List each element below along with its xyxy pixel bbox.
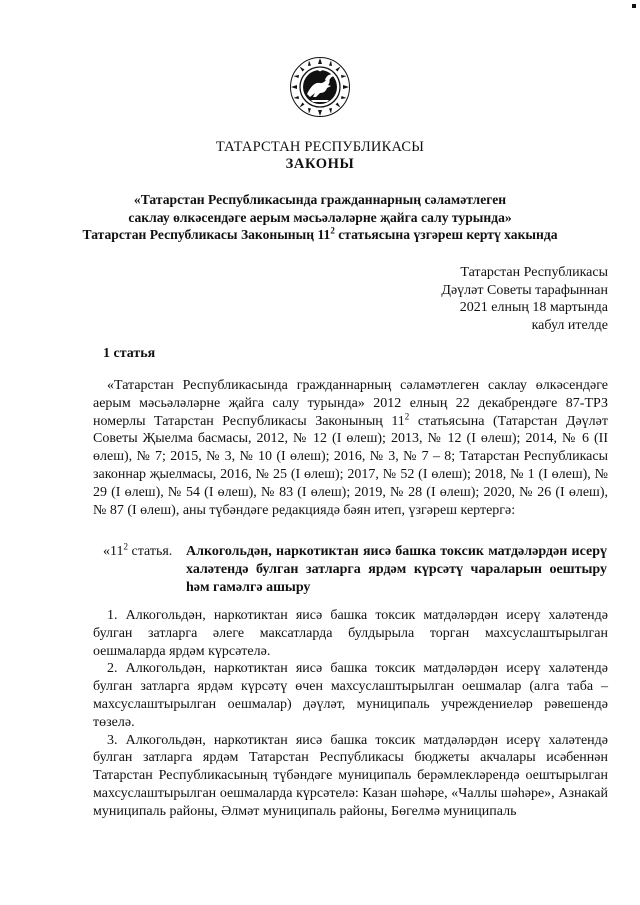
article-intro-text — [93, 377, 608, 519]
adoption-line: 2021 елның 18 мартында — [459, 300, 608, 315]
article-heading: 1 статья — [103, 346, 156, 361]
adoption-line: Дәүләт Советы тарафыннан — [441, 282, 608, 298]
tatarstan-coat-of-arms-icon — [289, 56, 351, 118]
intro-text: статьясына (Татарстан Дәүләт Советы Җыелма басмасы, 2012, № 12 (I өлеш); 2013, № 12 (I өлеш); 2014, № 6 (II өлеш), № 7; 2015, № 3, № 10 (I өлеш); 2016, № 3, № 7 – 8; Татарстан Республикасы законнар җыелмасы, 2016, № 25 (I өлеш); 2017, № 52 (I өлеш); 2018, № 1 (I өлеш), № 29 (I өлеш), № 54 (I өлеш), № 83 (I өлеш); 2019, № 28 (I өлеш); 2020, № 26 (I өлеш), № 87 (I өлеш), аны түбәндәге редакциядә бәян итеп, үзгәреш кертергә: — [93, 413, 608, 518]
law-title-text: Татарстан Республикасы Законының 11 — [82, 227, 331, 242]
law-title-line: саклау өлкәсендәге аерым мәсьәләләрне җайга салу турында» — [128, 209, 512, 225]
statute-items — [93, 607, 608, 821]
scan-speck — [632, 4, 636, 8]
adoption-line: Татарстан Республикасы — [460, 265, 608, 280]
intro-text: «Татарстан Республикасында гражданнарның сәламәтлеген саклау өлкәсендәге аерым мәсьәләләрне җайга салу турында» 2012 елның 22 декабрендәге 87-ТРЗ номерлы Татарстан Республикасы Законының 11 — [93, 378, 608, 429]
law-title-line — [0, 226, 640, 244]
statute-title: Алкогольдән, наркотиктан яисә башка токсик матдәләрдән исерү халәтендә булган затларга ярдәм күрсәтү чараларын оештыру һәм гамәлгә ашыру — [186, 544, 607, 595]
statute-label-text: «11 — [103, 544, 124, 559]
law-title-line: «Татарстан Республикасында гражданнарның сәламәтлеген — [133, 192, 507, 207]
statute-item: 2. Алкогольдән, наркотиктан яисә башка токсик матдәләрдән исерү халәтендә булган затларга ярдәм күрсәтү өчен махсуслаштырылган оешмалар (алга таба – махсуслаштырылган оешмалар) дәүләт, муниципаль учреждениеләр рәвешендә төзелә. — [93, 661, 608, 730]
statute-label-superscript: 2 — [123, 541, 128, 552]
statute-label — [103, 543, 172, 561]
republic-name: ТАТАРСТАН РЕСПУБЛИКАСЫ — [215, 139, 425, 155]
statute-item: 1. Алкогольдән, наркотиктан яисә башка токсик матдәләрдән исерү халәтендә булган затларга әлеге максатларда булдырыла торган махсуслаштырылган оешмаларда ярдәм күрсәтелә. — [93, 608, 608, 659]
law-title — [0, 191, 640, 244]
adoption-block — [441, 264, 608, 334]
intro-superscript: 2 — [404, 410, 410, 421]
article-intro — [93, 377, 608, 519]
law-title-superscript: 2 — [330, 225, 335, 236]
statute-label-text: статья. — [127, 544, 173, 559]
law-title-text: статьясына үзгәреш кертү хакында — [334, 227, 558, 242]
statute-item: 3. Алкогольдән, наркотиктан яисә башка токсик матдәләрдән исерү халәтендә булган затларга ярдәм Татарстан Республикасы бюджеты акчалары исәбеннән Татарстан Республикасының түбәндәге муниципаль берәмлекләрендә оештырылган махсуслаштырылган оешмаларда күрсәтелә: Казан шәһәре, «Чаллы шәһәре», Азнакай муниципаль районы, Әлмәт муниципаль районы, Бөгелмә муниципаль — [93, 732, 608, 819]
adoption-line: кабул ителде — [531, 317, 608, 333]
document-type: ЗАКОНЫ — [285, 156, 355, 172]
